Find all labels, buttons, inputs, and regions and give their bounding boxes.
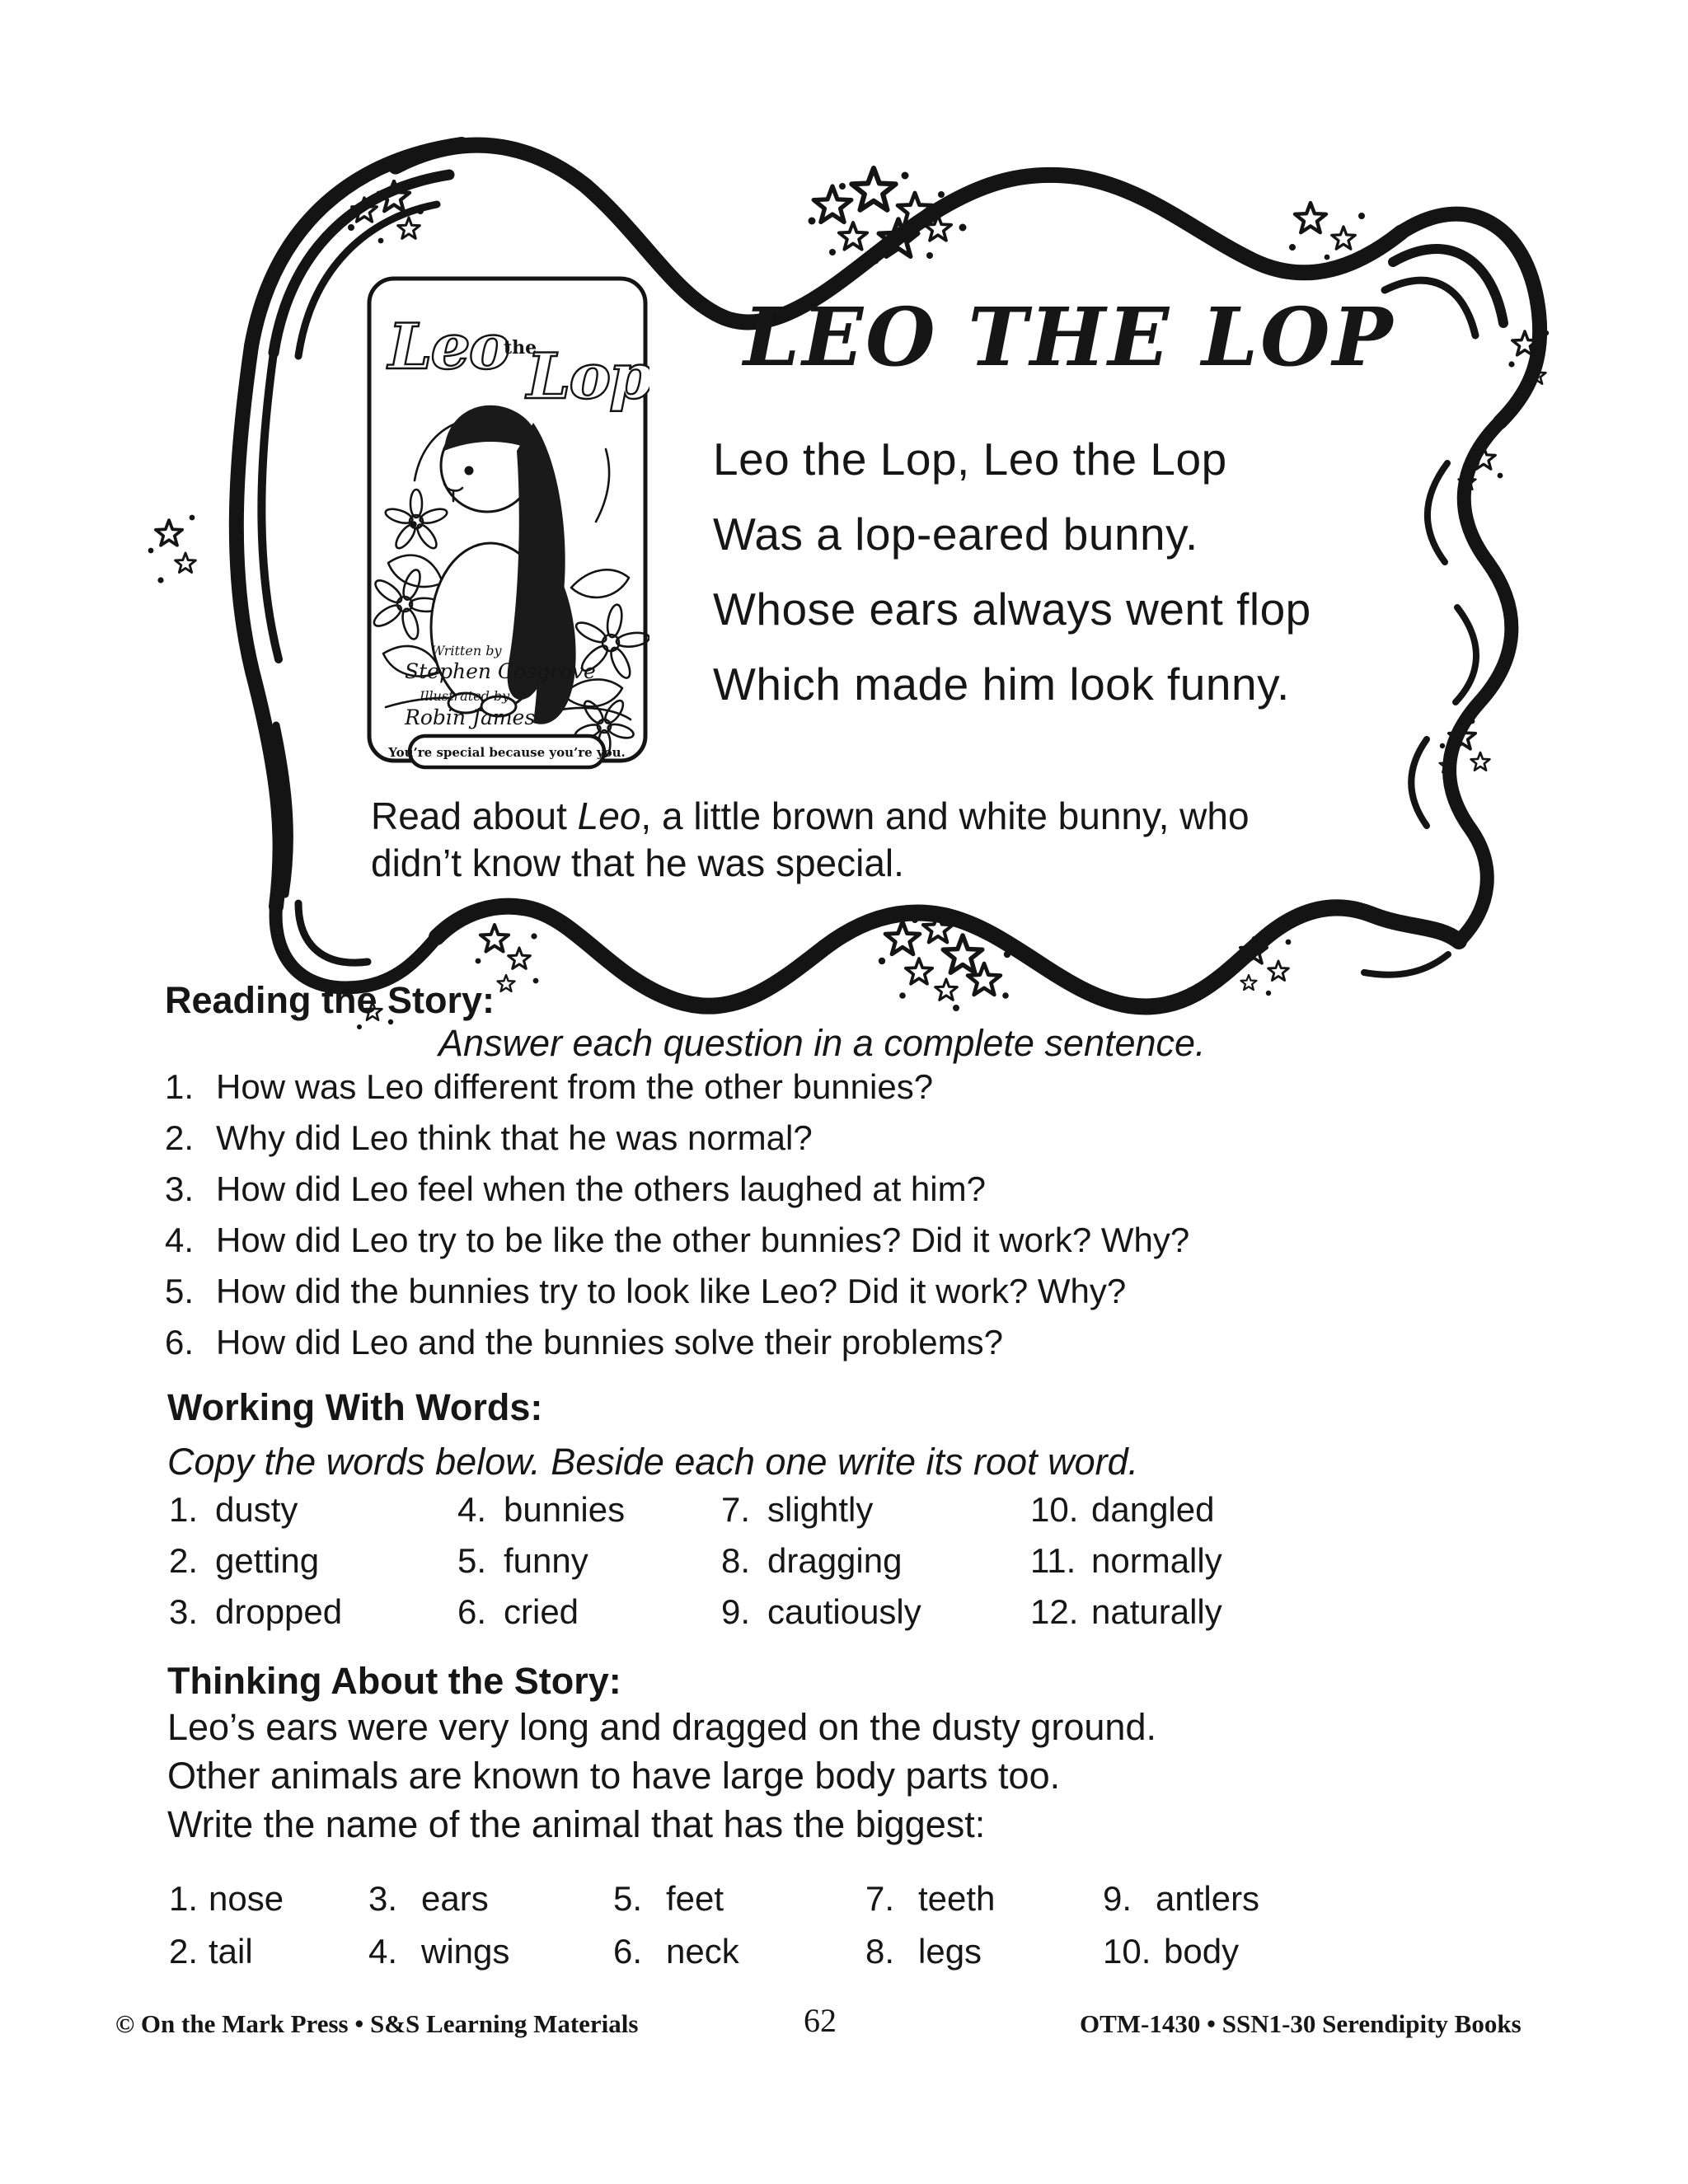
reading-heading: Reading the Story: — [165, 979, 495, 1021]
working-instruction: Copy the words below. Beside each one write its root word. — [167, 1441, 1139, 1483]
word-item: 5. funny — [457, 1541, 588, 1580]
question-item: 3. How did Leo feel when the others laughed at him? — [165, 1169, 986, 1208]
question-item: 4. How did Leo try to be like the other bunnies? Did it work? Why? — [165, 1221, 1190, 1259]
word-item: 1. dusty — [169, 1490, 298, 1529]
animal-parts-list — [169, 1879, 1259, 1985]
part-item: 9. antlers — [1103, 1879, 1260, 1918]
reading-instruction: Answer each question in a complete sentence. — [438, 1022, 1206, 1064]
word-item: 2. getting — [169, 1541, 320, 1580]
poem-line: Which made him look funny. — [713, 658, 1290, 710]
part-item: 5. feet — [613, 1879, 724, 1918]
word-list — [169, 1490, 1222, 1643]
cover-written-by-label: Written by — [431, 643, 502, 658]
cover-title-the: the — [504, 337, 537, 359]
poem-line: Was a lop-eared bunny. — [713, 509, 1198, 560]
thinking-line: Write the name of the animal that has the biggest: — [167, 1803, 986, 1845]
cover-title-lop: Lop — [527, 340, 649, 413]
working-heading: Working With Words: — [167, 1386, 543, 1428]
page-title: LEO THE LOP — [743, 290, 1395, 384]
word-item: 10. dangled — [1030, 1490, 1215, 1529]
footer-page-number: 62 — [804, 2002, 837, 2039]
part-item: 2. tail — [169, 1932, 253, 1971]
cover-title-leo: Leo — [388, 310, 509, 383]
thinking-line: Leo’s ears were very long and dragged on the dusty ground. — [167, 1706, 1156, 1748]
footer-copyright: © On the Mark Press • S&S Learning Materials — [115, 2009, 639, 2038]
intro-leo-italic: Leo — [577, 794, 641, 837]
part-item: 10. body — [1103, 1932, 1240, 1971]
part-item: 3. ears — [368, 1879, 489, 1918]
part-item: 1. nose — [169, 1879, 284, 1918]
cover-illustrated-by-label: Illustrated by — [420, 688, 510, 704]
part-item: 7. teeth — [865, 1879, 996, 1918]
part-item: 8. legs — [865, 1932, 982, 1971]
part-item: 4. wings — [368, 1932, 510, 1971]
word-item: 3. dropped — [169, 1592, 343, 1631]
word-item: 8. dragging — [721, 1541, 903, 1580]
thinking-heading: Thinking About the Story: — [167, 1660, 621, 1702]
word-item: 4. bunnies — [457, 1490, 626, 1529]
poem-line: Whose ears always went flop — [713, 583, 1311, 635]
intro-text — [371, 793, 1250, 887]
book-cover — [365, 274, 649, 777]
part-item: 6. neck — [613, 1932, 739, 1971]
intro-line-2: didn’t know that he was special. — [371, 841, 904, 884]
cover-author: Stephen Cosgrove — [405, 659, 596, 683]
word-item: 12. naturally — [1030, 1592, 1222, 1631]
footer-catalog: OTM-1430 • SSN1-30 Serendipity Books — [1080, 2009, 1522, 2038]
question-item: 6. How did Leo and the bunnies solve their problems? — [165, 1323, 1003, 1361]
cover-illustrator: Robin James — [405, 705, 536, 729]
poem-line: Leo the Lop, Leo the Lop — [713, 434, 1227, 485]
question-item: 2. Why did Leo think that he was normal? — [165, 1118, 813, 1157]
cover-banner-text: You’re special because you’re you. — [388, 745, 626, 760]
intro-line-1: Read about Leo, a little brown and white bunny, who — [371, 794, 1250, 837]
question-list — [165, 1067, 1189, 1374]
word-item: 6. cried — [457, 1592, 579, 1631]
thinking-line: Other animals are known to have large body parts too. — [167, 1755, 1061, 1797]
word-item: 9. cautiously — [721, 1592, 921, 1631]
question-item: 1. How was Leo different from the other bunnies? — [165, 1067, 934, 1106]
word-item: 11. normally — [1030, 1541, 1222, 1580]
poem — [713, 422, 1311, 722]
thinking-paragraph — [167, 1703, 1156, 1849]
question-item: 5. How did the bunnies try to look like Leo? Did it work? Why? — [165, 1272, 1127, 1310]
word-item: 7. slightly — [721, 1490, 874, 1529]
